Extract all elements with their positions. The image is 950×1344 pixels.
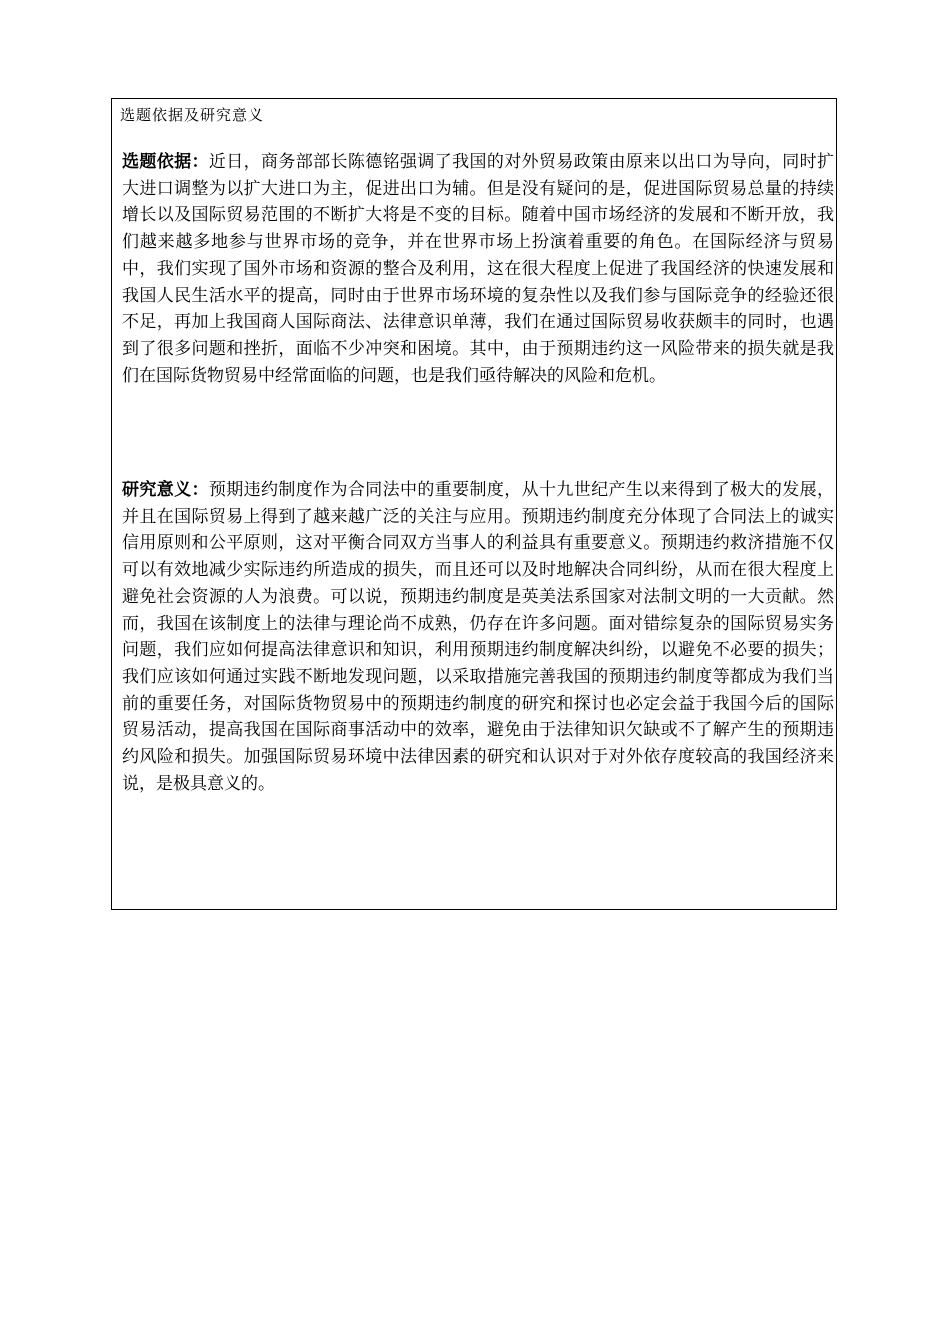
research-significance-paragraph <box>122 477 834 797</box>
topic-basis-text: 近日，商务部部长陈德铭强调了我国的对外贸易政策由原来以出口为导向，同时扩大进口调整为以扩大进口为主，促进出口为辅。但是没有疑问的是，促进国际贸易总量的持续增长以及国际贸易范围的不断扩大将是不变的目标。随着中国市场经济的发展和不断开放，我们越来越多地参与世界市场的竞争，并在世界市场上扮演着重要的角色。在国际经济与贸易中，我们实现了国外市场和资源的整合及利用，这在很大程度上促进了我国经济的快速发展和我国人民生活水平的提高，同时由于世界市场环境的复杂性以及我们参与国际竞争的经验还很不足，再加上我国商人国际商法、法律意识单薄，我们在通过国际贸易收获颇丰的同时，也遇到了很多问题和挫折，面临不少冲突和困境。其中，由于预期违约这一风险带来的损失就是我们在国际货物贸易中经常面临的问题，也是我们亟待解决的风险和危机。 <box>122 152 834 386</box>
research-significance-label: 研究意义： <box>122 480 209 500</box>
research-significance-text: 预期违约制度作为合同法中的重要制度，从十九世纪产生以来得到了极大的发展，并且在国际贸易上得到了越来越广泛的关注与应用。预期违约制度充分体现了合同法上的诚实信用原则和公平原则，这对平衡合同双方当事人的利益具有重要意义。预期违约救济措施不仅可以有效地减少实际违约所造成的损失，而且还可以及时地解决合同纠纷，从而在很大程度上避免社会资源的人为浪费。可以说，预期违约制度是英美法系国家对法制文明的一大贡献。然而，我国在该制度上的法律与理论尚不成熟，仍存在许多问题。面对错综复杂的国际贸易实务问题，我们应如何提高法律意识和知识，利用预期违约制度解决纠纷，以避免不必要的损失；我们应该如何通过实践不断地发现问题，以采取措施完善我国的预期违约制度等都成为我们当前的重要任务，对国际货物贸易中的预期违约制度的研究和探讨也必定会益于我国今后的国际贸易活动，提高我国在国际商事活动中的效率，避免由于法律知识欠缺或不了解产生的预期违约风险和损失。加强国际贸易环境中法律因素的研究和认识对于对外依存度较高的我国经济来说，是极具意义的。 <box>122 480 834 794</box>
topic-basis-label: 选题依据： <box>122 152 209 172</box>
topic-basis-form-box <box>111 98 837 910</box>
section-header: 选题依据及研究意义 <box>120 106 265 124</box>
topic-basis-paragraph <box>122 149 834 389</box>
